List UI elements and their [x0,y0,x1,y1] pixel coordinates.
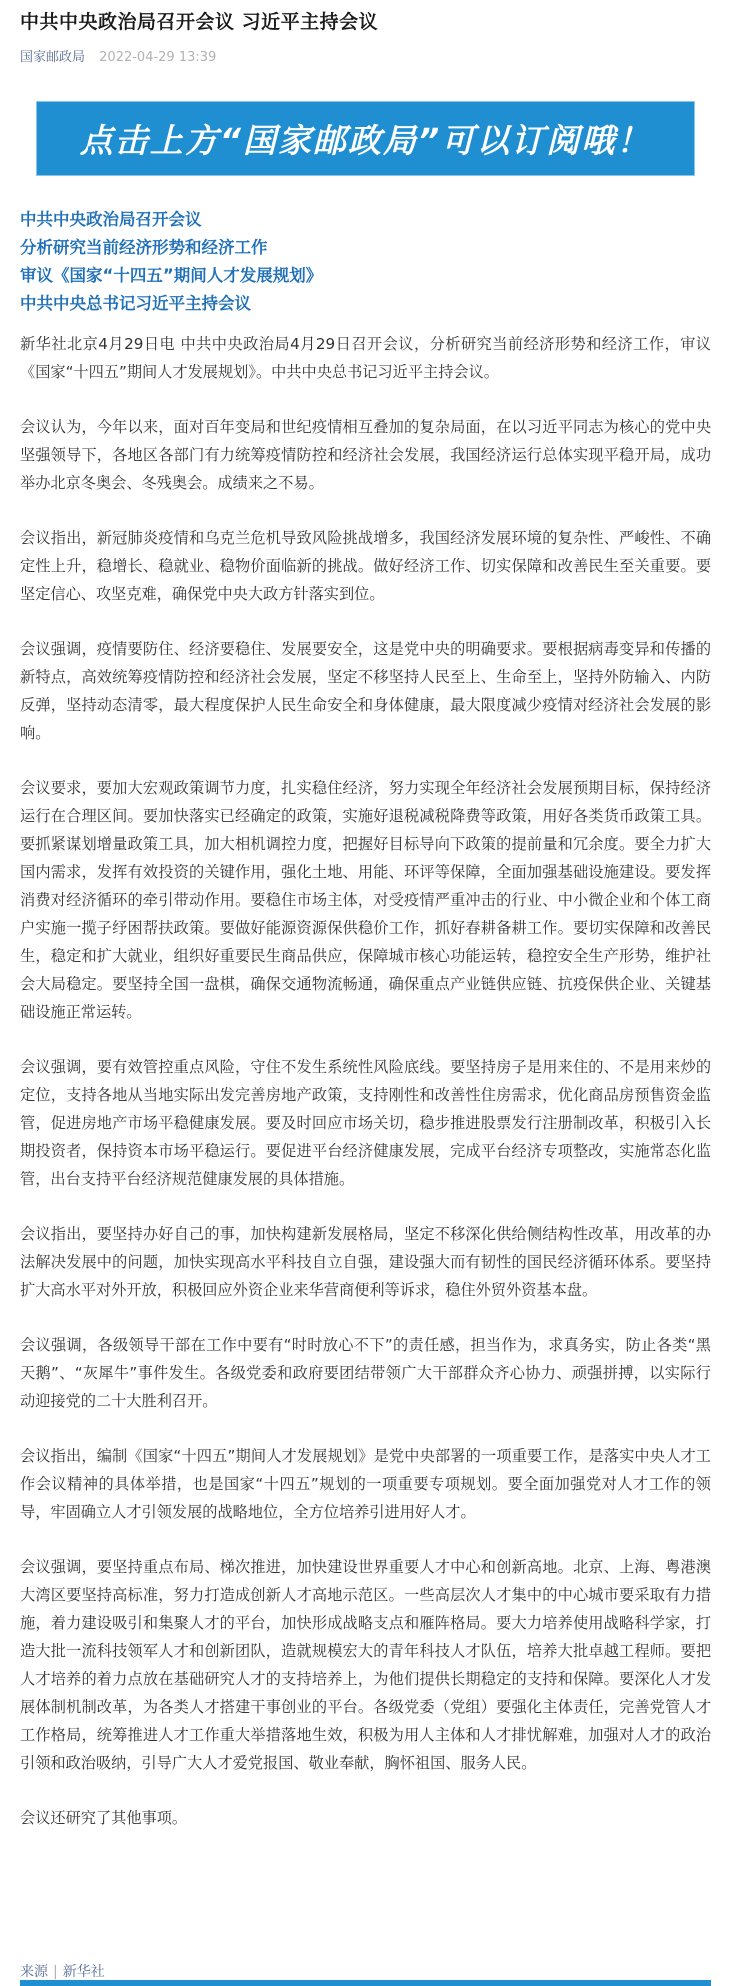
article-body [20,330,711,1859]
source-label: 来源 [20,1964,48,1980]
headline: 分析研究当前经济形势和经济工作 [20,238,268,257]
article-source [20,1962,105,1982]
publish-date: 2022-04-29 13:39 [99,50,217,65]
subscribe-banner[interactable] [36,101,695,176]
body-paragraph: 会议认为，今年以来，面对百年变局和世纪疫情相互叠加的复杂局面，在以习近平同志为核心的党中央坚强领导下，各地区各部门有力统筹疫情防控和经济社会发展，我国经济运行总体实现平稳开局，成功举办北京冬奥会、冬残奥会。成绩来之不易。 [20,418,711,492]
body-paragraph: 会议指出，新冠肺炎疫情和乌克兰危机导致风险挑战增多，我国经济发展环境的复杂性、严峻性、不确定性上升，稳增长、稳就业、稳物价面临新的挑战。做好经济工作、切实保障和改善民生至关重要。要坚定信心、攻坚克难，确保党中央大政方针落实到位。 [20,529,711,603]
body-paragraph: 会议指出，编制《国家“十四五”期间人才发展规划》是党中央部署的一项重要工作，是落实中央人才工作会议精神的具体举措，也是国家“十四五”规划的一项重要专项规划。要全面加强党对人才工作的领导，牢固确立人才引领发展的战略地位，全方位培养引进用好人才。 [20,1447,711,1521]
article-meta [20,48,711,68]
body-paragraph: 会议强调，疫情要防住、经济要稳住、发展要安全，这是党中央的明确要求。要根据病毒变异和传播的新特点，高效统筹疫情防控和经济社会发展，坚定不移坚持人民至上、生命至上，坚持外防输入、内防反弹，坚持动态清零，最大程度保护人民生命安全和身体健康，最大限度减少疫情对经济社会发展的影响。 [20,640,711,742]
body-paragraph: 会议指出，要坚持办好自己的事，加快构建新发展格局，坚定不移深化供给侧结构性改革，用改革的办法解决发展中的问题，加快实现高水平科技自立自强，建设强大而有韧性的国民经济循环体系。要坚持扩大高水平对外开放，积极回应外资企业来华营商便利等诉求，稳住外贸外资基本盘。 [20,1225,711,1299]
article [20,0,711,1980]
body-paragraph: 新华社北京4月29日电 中共中央政治局4月29日召开会议，分析研究当前经济形势和经济工作，审议《国家“十四五”期间人才发展规划》。中共中央总书记习近平主持会议。 [20,335,711,381]
subscribe-banner-text: 点击上方“国家邮政局”可以订阅哦！ [79,121,652,160]
headline-block [20,206,711,318]
footer-bar [20,1980,711,1986]
source-name: 新华社 [62,1964,105,1980]
body-paragraph: 会议还研究了其他事项。 [20,1809,188,1827]
body-paragraph: 会议强调，要有效管控重点风险，守住不发生系统性风险底线。要坚持房子是用来住的、不是用来炒的定位，支持各地从当地实际出发完善房地产政策，支持刚性和改善性住房需求，优化商品房预售资金监管，促进房地产市场平稳健康发展。要及时回应市场关切，稳步推进股票发行注册制改革，积极引入长期投资者，保持资本市场平稳运行。要促进平台经济健康发展，完成平台经济专项整改，实施常态化监管，出台支持平台经济规范健康发展的具体措施。 [20,1058,711,1188]
body-paragraph: 会议强调，各级领导干部在工作中要有“时时放心不下”的责任感，担当作为，求真务实，防止各类“黑天鹅”、“灰犀牛”事件发生。各级党委和政府要团结带领广大干部群众齐心协力、顽强拼搏，以实际行动迎接党的二十大胜利召开。 [20,1336,711,1410]
source-separator: | [53,1964,58,1980]
body-paragraph: 会议要求，要加大宏观政策调节力度，扎实稳住经济，努力实现全年经济社会发展预期目标，保持经济运行在合理区间。要加快落实已经确定的政策，实施好退税减税降费等政策，用好各类货币政策工具。要抓紧谋划增量政策工具，加大相机调控力度，把握好目标导向下政策的提前量和冗余度。要全力扩大国内需求，发挥有效投资的关键作用，强化土地、用能、环评等保障，全面加强基础设施建设。要发挥消费对经济循环的牵引带动作用。要稳住市场主体，对受疫情严重冲击的行业、中小微企业和个体工商户实施一揽子纾困帮扶政策。要做好能源资源保供稳价工作，抓好春耕备耕工作。要切实保障和改善民生，稳定和扩大就业，组织好重要民生商品供应，保障城市核心功能运转，稳控安全生产形势，维护社会大局稳定。要坚持全国一盘棋，确保交通物流畅通，确保重点产业链供应链、抗疫保供企业、关键基础设施正常运转。 [20,779,711,1021]
article-title: 中共中央政治局召开会议 习近平主持会议 [20,11,379,33]
headline: 中共中央政治局召开会议 [20,210,202,229]
headline: 中共中央总书记习近平主持会议 [20,294,251,313]
body-paragraph: 会议强调，要坚持重点布局、梯次推进，加快建设世界重要人才中心和创新高地。北京、上海、粤港澳大湾区要坚持高标准，努力打造成创新人才高地示范区。一些高层次人才集中的中心城市要采取有力措施，着力建设吸引和集聚人才的平台，加快形成战略支点和雁阵格局。要大力培养使用战略科学家，打造大批一流科技领军人才和创新团队，造就规模宏大的青年科技人才队伍，培养大批卓越工程师。要把人才培养的着力点放在基础研究人才的支持培养上，为他们提供长期稳定的支持和保障。要深化人才发展体制机制改革，为各类人才搭建干事创业的平台。各级党委（党组）要强化主体责任，完善党管人才工作格局，统筹推进人才工作重大举措落地生效，积极为用人主体和人才排忧解难，加强对人才的政治引领和政治吸纳，引导广大人才爱党报国、敬业奉献，胸怀祖国、服务人民。 [20,1558,711,1772]
headline: 审议《国家“十四五”期间人才发展规划》 [20,266,323,285]
account-name-link[interactable]: 国家邮政局 [20,50,86,65]
